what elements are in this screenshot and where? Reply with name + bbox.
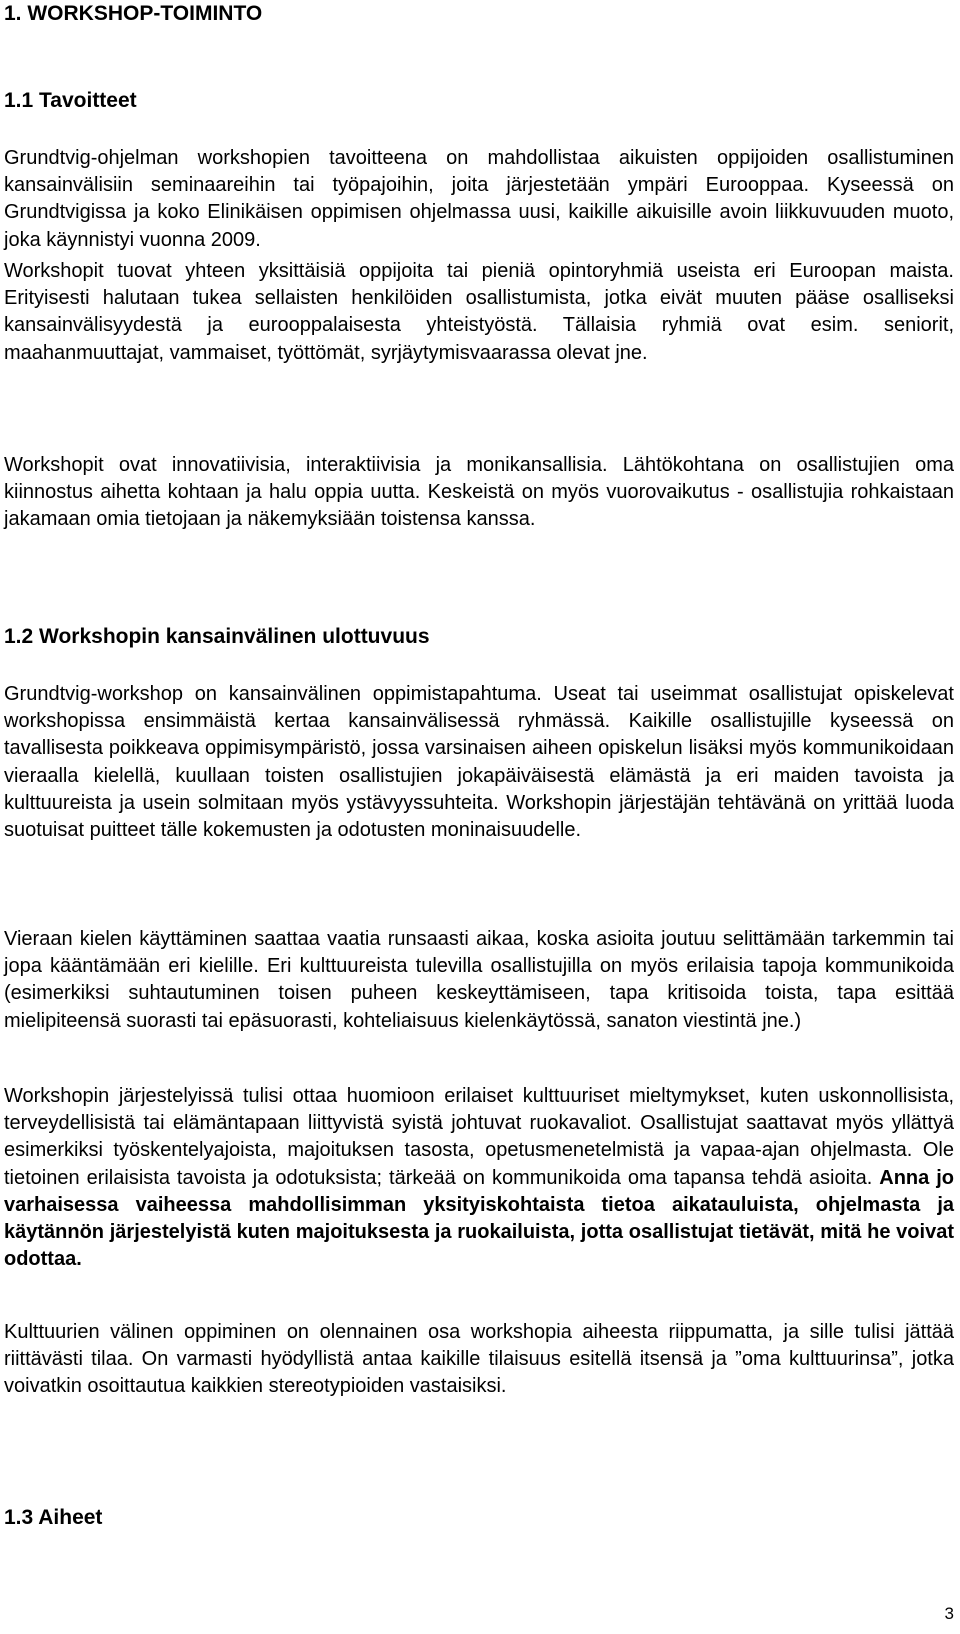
paragraph-ulottuvuus-2: Vieraan kielen käyttäminen saattaa vaatia runsaasti aikaa, koska asioita joutuu selittämään tarkemmin tai jopa kääntämään eri kielille. Eri kulttuureista tulevilla osallistujilla on myös erilaisia tapoja kommunikoida (esimerkiksi suhtautuminen toisen puheen keskeyttämiseen, tapa kritisoida toista, tapa esittää mielipiteensä suorasti tai epäsuorasti, kohteliaisuus kielenkäytössä, sanaton viestintä jne.) xyxy=(4,928,954,1032)
paragraph-ulottuvuus-3 xyxy=(4,1083,954,1273)
paragraph-tavoitteet-3: Workshopit ovat innovatiivisia, interaktiivisia ja monikansallisia. Lähtökohtana on osallistujien oma kiinnostus aihetta kohtaan ja halu oppia uutta. Keskeistä on myös vuorovaikutus - osallistujia rohkaistaan jakamaan omia tietojaan ja näkemyksiään toistensa kanssa. xyxy=(4,454,954,531)
paragraph-bold-text: Anna jo varhaisessa vaiheessa mahdollisimman yksityiskohtaista tietoa aikatauluista, ohjelmasta ja käytännön järjestelyistä kuten majoituksesta ja ruokailuista, jotta osallistujat tietävät, mitä he voivat odottaa. xyxy=(4,1166,954,1271)
paragraph-tavoitteet-2: Workshopit tuovat yhteen yksittäisiä oppijoita tai pieniä opintoryhmiä useista eri Euroopan maista. Erityisesti halutaan tukea sellaisten henkilöiden osallistumista, jotka eivät muuten pääse osalliseksi kansainvälisyydestä ja eurooppalaisesta yhteistyöstä. Tällaisia ryhmiä ovat esim. seniorit, maahanmuuttajat, vammaiset, työttömät, syrjäytymisvaarassa olevat jne. xyxy=(4,260,954,364)
paragraph-regular-text: Workshopin järjestelyissä tulisi ottaa huomioon erilaiset kulttuuriset mieltymykset, kuten uskonnollisista, terveydellisistä tai elämäntapaan liittyvistä syistä johtuvat ruokavaliot. Osallistujat saattavat myös yllättyä esimerkiksi työskentelyajoista, majoituksen tasosta, opetusmenetelmistä ja vapaa-ajan ohjelmasta. Ole tietoinen erilaisista tavoista ja odotuksista; tärkeää on kommunikoida oma tapansa tehdä asioita. xyxy=(4,1085,954,1189)
section-heading-tavoitteet: 1.1 Tavoitteet xyxy=(4,89,137,112)
paragraph-ulottuvuus-1: Grundtvig-workshop on kansainvälinen oppimistapahtuma. Useat tai useimmat osallistujat opiskelevat workshopissa ensimmäistä kertaa kansainvälisessä ryhmässä. Kaikille osallistujille kyseessä on tavallisesta poikkeava oppimisympäristö, jossa varsinaisen aiheen opiskelun lisäksi myös kommunikoidaan vieraalla kielellä, kuullaan toisten osallistujien jokapäiväisestä elämästä ja eri maiden tavoista ja kulttuureista ja usein solmitaan myös ystävyyssuhteita. Workshopin järjestäjän tehtävänä on yrittää luoda suotuisat puitteet tälle kokemusten ja odotusten moninaisuudelle. xyxy=(4,683,954,842)
main-heading: 1. WORKSHOP-TOIMINTO xyxy=(4,2,263,25)
section-heading-aiheet: 1.3 Aiheet xyxy=(4,1506,103,1529)
section-heading-kansainvalinen-ulottuvuus: 1.2 Workshopin kansainvälinen ulottuvuus xyxy=(4,625,430,648)
paragraph-ulottuvuus-4: Kulttuurien välinen oppiminen on olennainen osa workshopia aiheesta riippumatta, ja sille tulisi jättää riittävästi tilaa. On varmasti hyödyllistä antaa kaikille tilaisuus esitellä itsensä ja ”oma kulttuurinsa”, jotka voivatkin osoittautua kaikkien stereotypioiden vastaisiksi. xyxy=(4,1321,954,1398)
page-number: 3 xyxy=(944,1604,954,1623)
paragraph-tavoitteet-1: Grundtvig-ohjelman workshopien tavoitteena on mahdollistaa aikuisten oppijoiden osallistuminen kansainvälisiin seminaareihin tai työpajoihin, joita järjestetään ympäri Eurooppaa. Kyseessä on Grundtvigissa ja koko Elinikäisen oppimisen ohjelmassa uusi, kaikille aikuisille avoin liikkuvuuden muoto, joka käynnistyi vuonna 2009. xyxy=(4,147,954,251)
